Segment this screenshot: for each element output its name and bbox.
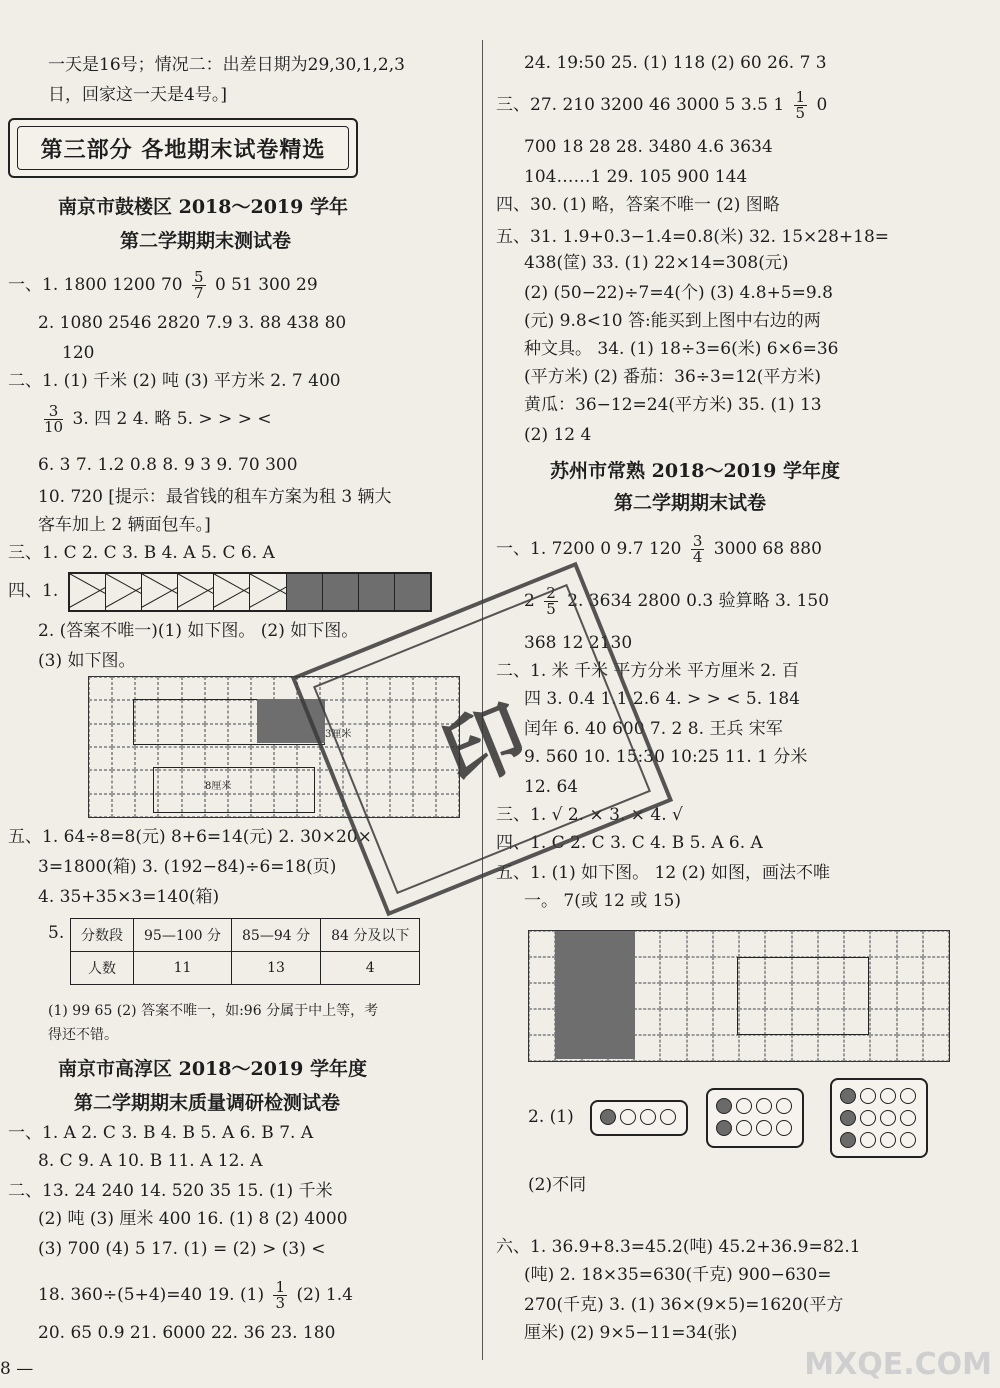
fraction bbox=[273, 1280, 287, 1311]
answer-line: 438(筐) 33. (1) 22×14=308(元) bbox=[524, 253, 789, 273]
answer-line: (元) 9.8<10 答:能买到上图中右边的两 bbox=[524, 311, 821, 331]
answer-line: (吨) 2. 18×35=630(千克) 900−630= bbox=[524, 1265, 832, 1285]
crossed-cell bbox=[214, 574, 250, 610]
grid-cell bbox=[634, 1035, 660, 1061]
empty-bead bbox=[900, 1088, 916, 1104]
grid-cell bbox=[182, 677, 205, 700]
answer-line: 368 12 2130 bbox=[524, 633, 633, 653]
answer-line: 五、31. 1.9+0.3−1.4=0.8(米) 32. 15×28+18= bbox=[496, 227, 890, 247]
answer-line: 六、1. 36.9+8.3=45.2(吨) 45.2+36.9=82.1 bbox=[496, 1237, 861, 1257]
grid-cell bbox=[897, 931, 923, 957]
grid-cell bbox=[765, 1035, 791, 1061]
answer-line: 种文具。 34. (1) 18÷3=6(米) 6×6=36 bbox=[524, 339, 839, 359]
empty-bead bbox=[776, 1098, 792, 1114]
empty-bead bbox=[660, 1109, 676, 1125]
empty-bead bbox=[900, 1110, 916, 1126]
grid-cell bbox=[713, 957, 739, 983]
grid-cell bbox=[634, 983, 660, 1009]
text-line: 一天是16号；情况二：出差日期为29,30,1,2,3 bbox=[48, 55, 405, 75]
answer-line bbox=[496, 534, 822, 565]
grid-cell bbox=[897, 1035, 923, 1061]
answer-line: 二、1. 米 千米 平方分米 平方厘米 2. 百 bbox=[496, 661, 799, 681]
answer-line: 8. C 9. A 10. B 11. A 12. A bbox=[38, 1151, 263, 1171]
grid-cell bbox=[870, 931, 896, 957]
grid-cell bbox=[251, 677, 274, 700]
grid-cell bbox=[923, 1035, 949, 1061]
empty-bead bbox=[880, 1132, 896, 1148]
shaded-cell bbox=[359, 574, 395, 610]
bead-frame bbox=[706, 1088, 804, 1148]
fraction-strip-diagram bbox=[68, 572, 432, 612]
fraction-numerator: 2 bbox=[546, 584, 556, 602]
exam-subtitle: 第二学期期末质量调研检测试卷 bbox=[74, 1092, 341, 1114]
empty-bead bbox=[756, 1120, 772, 1136]
crossed-cell bbox=[106, 574, 142, 610]
shaded-cell bbox=[287, 574, 323, 610]
table-row bbox=[71, 952, 420, 985]
answer-line: 24. 19:50 25. (1) 118 (2) 60 26. 7 3 bbox=[524, 53, 827, 73]
answer-text: 3. 四 2 4. 略 5. > > > < bbox=[72, 409, 272, 429]
grid-cell bbox=[923, 931, 949, 957]
answer-line: 二、13. 24 240 14. 520 35 15. (1) 千米 bbox=[8, 1181, 333, 1201]
answer-line: (平方米) (2) 番茄：36÷3=12(平方米) bbox=[524, 367, 821, 387]
answer-line: (2) (50−22)÷7=4(个) (3) 4.8+5=9.8 bbox=[524, 283, 833, 303]
grid-cell bbox=[923, 1009, 949, 1035]
answer-line: (3) 700 (4) 5 17. (1) = (2) > (3) < bbox=[38, 1239, 326, 1259]
grid-cell bbox=[870, 983, 896, 1009]
answer-line: 104……1 29. 105 900 144 bbox=[524, 167, 748, 187]
section-banner bbox=[8, 118, 358, 178]
exam-title: 南京市高淳区 2018～2019 学年度 bbox=[58, 1058, 367, 1080]
grid-cell bbox=[897, 1009, 923, 1035]
filled-bead bbox=[840, 1110, 856, 1126]
answer-line: 12. 64 bbox=[524, 777, 579, 797]
dimension-label: 3厘米 bbox=[325, 729, 352, 740]
answer-line: 20. 65 0.9 21. 6000 22. 36 23. 180 bbox=[38, 1323, 336, 1343]
answer-line: (2)不同 bbox=[528, 1175, 587, 1195]
grid-cell bbox=[112, 677, 135, 700]
empty-bead bbox=[620, 1109, 636, 1125]
filled-bead bbox=[840, 1132, 856, 1148]
grid-cell bbox=[634, 931, 660, 957]
grid-cell bbox=[844, 931, 870, 957]
dimension-label: 8厘米 bbox=[205, 781, 232, 792]
exam-title: 苏州市常熟 2018～2019 学年度 bbox=[550, 460, 840, 482]
grid-cell bbox=[687, 1009, 713, 1035]
exam-subtitle: 第二学期期末试卷 bbox=[614, 492, 767, 514]
answer-line bbox=[40, 404, 272, 435]
grid-cell bbox=[228, 677, 251, 700]
table-header: 95—100 分 bbox=[134, 919, 232, 952]
grid-cell bbox=[89, 677, 112, 700]
fraction bbox=[691, 534, 705, 565]
answer-line: 五、1. 64÷8=8(元) 8+6=14(元) 2. 30×20× bbox=[8, 827, 372, 847]
answer-line: 10. 720 [提示：最省钱的租车方案为租 3 辆大 bbox=[38, 487, 392, 507]
fraction-numerator: 3 bbox=[44, 404, 63, 420]
seal-stamp-inner: 印 bbox=[313, 584, 651, 894]
answer-line: 5. bbox=[48, 923, 65, 943]
table-header: 84 分及以下 bbox=[321, 919, 420, 952]
grid-cell bbox=[89, 700, 112, 723]
grid-cell bbox=[792, 931, 818, 957]
answer-text: 0 51 300 29 bbox=[214, 275, 318, 295]
grid-cell bbox=[792, 1035, 818, 1061]
answer-line: 四、1. bbox=[8, 581, 59, 601]
grid-cell bbox=[135, 677, 158, 700]
grid-cell bbox=[634, 1009, 660, 1035]
answer-line: 9. 560 10. 15:30 10:25 11. 1 分米 bbox=[524, 747, 808, 767]
grid-cell bbox=[158, 677, 181, 700]
grid-cell bbox=[818, 931, 844, 957]
answer-text: 一、1. 7200 0 9.7 120 bbox=[496, 539, 682, 559]
answer-line: 四 3. 0.4 1.1 2.6 4. > > < 5. 184 bbox=[524, 689, 800, 709]
fraction bbox=[44, 404, 63, 435]
grid-cell bbox=[713, 983, 739, 1009]
answer-line: 四、1. C 2. C 3. C 4. B 5. A 6. A bbox=[496, 833, 763, 853]
grid-cell bbox=[89, 770, 112, 793]
answer-line: 得还不错。 bbox=[48, 1027, 118, 1043]
grid-cell bbox=[713, 931, 739, 957]
grid-cell bbox=[112, 700, 135, 723]
answer-line: 闰年 6. 40 600 7. 2 8. 王兵 宋军 bbox=[524, 719, 783, 739]
grid-cell bbox=[660, 1035, 686, 1061]
grid-cell bbox=[923, 957, 949, 983]
grid-cell bbox=[687, 1035, 713, 1061]
filled-bead bbox=[716, 1098, 732, 1114]
grid-cell bbox=[844, 1035, 870, 1061]
answer-line: 客车加上 2 辆面包车。] bbox=[38, 515, 211, 535]
empty-bead bbox=[736, 1098, 752, 1114]
grid-cell bbox=[89, 747, 112, 770]
answer-line: 3=1800(箱) 3. (192−84)÷6=18(页) bbox=[38, 857, 337, 877]
answer-text: 18. 360÷(5+4)=40 19. (1) bbox=[38, 1285, 265, 1305]
fraction-denominator: 10 bbox=[44, 418, 64, 436]
answer-line: 270(千克) 3. (1) 36×(9×5)=1620(平方 bbox=[524, 1295, 844, 1315]
empty-bead bbox=[776, 1120, 792, 1136]
crossed-cell bbox=[178, 574, 214, 610]
watermark-label: MXQE.COM bbox=[804, 1347, 992, 1382]
empty-bead bbox=[756, 1098, 772, 1114]
table-header: 分数段 bbox=[71, 919, 134, 952]
empty-bead bbox=[860, 1110, 876, 1126]
table-header: 85—94 分 bbox=[232, 919, 321, 952]
grid-cell bbox=[529, 957, 555, 983]
fraction bbox=[192, 270, 206, 301]
answer-line: 2. 1080 2546 2820 7.9 3. 88 438 80 bbox=[38, 313, 347, 333]
answer-text: 0 bbox=[816, 95, 828, 115]
answer-line: 一、1. A 2. C 3. B 4. B 5. A 6. B 7. A bbox=[8, 1123, 314, 1143]
answer-line: (1) 99 65 (2) 答案不唯一，如:96 分属于中上等，考 bbox=[48, 1003, 379, 1019]
shaded-rectangle bbox=[555, 931, 635, 1059]
answer-line bbox=[496, 90, 827, 121]
empty-bead bbox=[736, 1120, 752, 1136]
fraction-denominator: 7 bbox=[194, 284, 204, 302]
answer-line: 一。 7(或 12 或 15) bbox=[524, 891, 681, 911]
answer-text: 三、27. 210 3200 46 3000 5 3.5 1 bbox=[496, 95, 785, 115]
answer-text: 一、1. 1800 1200 70 bbox=[8, 275, 183, 295]
answer-line bbox=[38, 1280, 353, 1311]
fraction-denominator: 5 bbox=[546, 600, 556, 618]
fraction-numerator: 1 bbox=[275, 1278, 286, 1296]
answer-line: 三、1. √ 2. × 3. × 4. √ bbox=[496, 805, 683, 825]
grid-cell bbox=[739, 931, 765, 957]
table-cell: 人数 bbox=[71, 952, 134, 985]
answer-line: 厘米) (2) 9×5−11=34(张) bbox=[524, 1323, 738, 1343]
grid-cell bbox=[660, 931, 686, 957]
crossed-cell bbox=[70, 574, 106, 610]
empty-bead bbox=[900, 1132, 916, 1148]
grid-cell bbox=[112, 770, 135, 793]
answer-line: (2) 12 4 bbox=[524, 425, 592, 445]
grid-cell bbox=[634, 957, 660, 983]
filled-bead bbox=[840, 1088, 856, 1104]
answer-text: 2 bbox=[524, 591, 535, 611]
grid-cell bbox=[529, 1009, 555, 1035]
answer-line: 2. (答案不唯一)(1) 如下图。 (2) 如下图。 bbox=[38, 621, 359, 641]
answer-line: 三、1. C 2. C 3. B 4. A 5. C 6. A bbox=[8, 543, 275, 563]
shaded-cell bbox=[395, 574, 430, 610]
grid-cell bbox=[112, 724, 135, 747]
table-cell: 13 bbox=[232, 952, 321, 985]
rectangle-outline bbox=[737, 957, 869, 1035]
grid-cell bbox=[660, 957, 686, 983]
answer-line: 二、1. (1) 千米 (2) 吨 (3) 平方米 2. 7 400 bbox=[8, 371, 341, 391]
grid-cell bbox=[687, 931, 713, 957]
grid-cell bbox=[897, 983, 923, 1009]
answer-line: (2) 吨 (3) 厘米 400 16. (1) 8 (2) 4000 bbox=[38, 1209, 348, 1229]
section-banner-label: 第三部分 各地期末试卷精选 bbox=[17, 126, 349, 170]
grid-cell bbox=[529, 931, 555, 957]
shaded-cell bbox=[323, 574, 359, 610]
answer-text: (2) 1.4 bbox=[296, 1285, 353, 1305]
empty-bead bbox=[640, 1109, 656, 1125]
fraction-numerator: 3 bbox=[692, 532, 703, 550]
empty-bead bbox=[880, 1088, 896, 1104]
fraction bbox=[794, 90, 808, 121]
fraction-denominator: 4 bbox=[692, 548, 703, 566]
answer-text: 2. 3634 2800 0.3 验算略 3. 150 bbox=[567, 591, 830, 611]
grid-cell bbox=[713, 1035, 739, 1061]
grid-cell bbox=[739, 1035, 765, 1061]
answer-line: 700 18 28 28. 3480 4.6 3634 bbox=[524, 137, 773, 157]
grid-cell bbox=[897, 957, 923, 983]
filled-bead bbox=[716, 1120, 732, 1136]
empty-bead bbox=[860, 1132, 876, 1148]
grid-cell bbox=[870, 957, 896, 983]
answer-text: 3000 68 880 bbox=[713, 539, 822, 559]
fraction-denominator: 3 bbox=[275, 1294, 286, 1312]
grid-cell bbox=[765, 931, 791, 957]
score-table bbox=[70, 918, 420, 985]
answer-line: (3) 如下图。 bbox=[38, 651, 136, 671]
exam-title: 南京市鼓楼区 2018～2019 学年 bbox=[58, 196, 348, 218]
grid-cell bbox=[112, 794, 135, 817]
exam-subtitle: 第二学期期末测试卷 bbox=[120, 230, 292, 252]
grid-cell bbox=[660, 983, 686, 1009]
grid-cell bbox=[687, 983, 713, 1009]
grid-cell bbox=[112, 747, 135, 770]
table-cell: 11 bbox=[134, 952, 232, 985]
table-row bbox=[71, 919, 420, 952]
answer-line: 五、1. (1) 如下图。 12 (2) 如图，画法不唯 bbox=[496, 863, 831, 883]
filled-bead bbox=[600, 1109, 616, 1125]
fraction-numerator: 1 bbox=[795, 88, 806, 106]
text-line: 日，回家这一天是4号。] bbox=[48, 85, 227, 105]
grid-cell bbox=[870, 1035, 896, 1061]
bead-frame bbox=[590, 1100, 688, 1136]
answer-line: 黄瓜：36−12=24(平方米) 35. (1) 13 bbox=[524, 395, 822, 415]
grid-cell bbox=[870, 1009, 896, 1035]
crossed-cell bbox=[142, 574, 178, 610]
fraction-numerator: 5 bbox=[194, 268, 204, 286]
answer-line: 四、30. (1) 略，答案不唯一 (2) 图略 bbox=[496, 195, 780, 215]
square-grid-diagram bbox=[528, 930, 950, 1062]
grid-cell bbox=[923, 983, 949, 1009]
grid-cell bbox=[89, 794, 112, 817]
answer-line: 4. 35+35×3=140(箱) bbox=[38, 887, 220, 907]
answer-line: 6. 3 7. 1.2 0.8 8. 9 3 9. 70 300 bbox=[38, 455, 298, 475]
answer-line: 2. (1) bbox=[528, 1107, 574, 1127]
fraction-denominator: 5 bbox=[795, 104, 806, 122]
answer-line bbox=[8, 270, 318, 301]
grid-cell bbox=[529, 1035, 555, 1061]
grid-cell bbox=[89, 724, 112, 747]
bead-frame bbox=[830, 1078, 928, 1158]
grid-cell bbox=[529, 983, 555, 1009]
grid-cell bbox=[660, 1009, 686, 1035]
grid-cell bbox=[713, 1009, 739, 1035]
grid-cell bbox=[818, 1035, 844, 1061]
crossed-cell bbox=[250, 574, 286, 610]
table-cell: 4 bbox=[321, 952, 420, 985]
grid-cell bbox=[687, 957, 713, 983]
grid-cell bbox=[205, 677, 228, 700]
empty-bead bbox=[860, 1088, 876, 1104]
empty-bead bbox=[880, 1110, 896, 1126]
rectangle-outline bbox=[153, 767, 315, 813]
page-number: 8 — bbox=[0, 1359, 34, 1379]
answer-line: 120 bbox=[62, 343, 95, 363]
